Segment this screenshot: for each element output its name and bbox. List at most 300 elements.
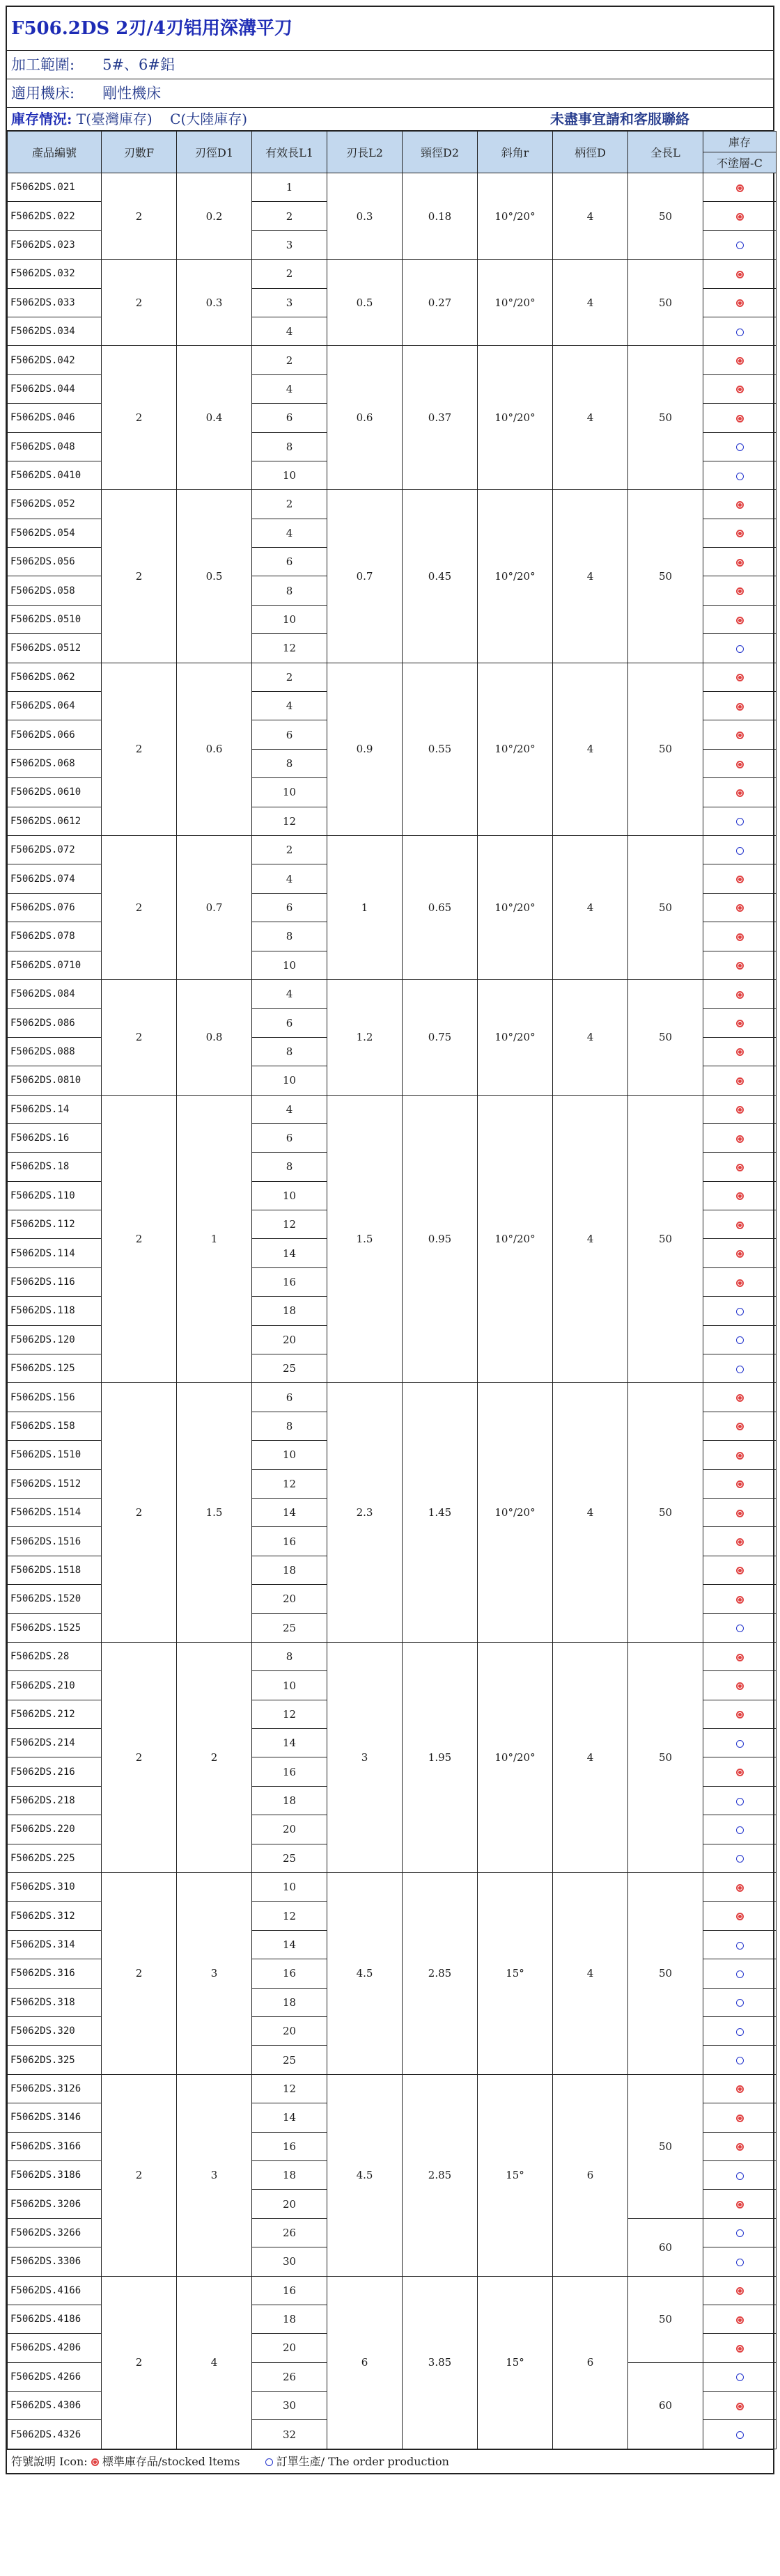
angle-value: 10°/20° <box>478 346 553 490</box>
stock-cell <box>703 749 777 777</box>
product-code: F5062DS.058 <box>8 576 102 605</box>
header-d1: 刃徑D1 <box>177 132 252 173</box>
stocked-icon <box>736 1769 744 1776</box>
l1-value: 16 <box>252 1267 327 1296</box>
order-icon <box>736 2057 744 2064</box>
l1-value: 18 <box>252 2305 327 2333</box>
product-code: F5062DS.120 <box>8 1325 102 1354</box>
stocked-icon <box>736 357 744 365</box>
icon-legend <box>7 2449 773 2473</box>
product-code: F5062DS.021 <box>8 173 102 202</box>
total-length-value: 50 <box>628 490 703 663</box>
total-length-value: 50 <box>628 2074 703 2218</box>
product-code: F5062DS.212 <box>8 1700 102 1728</box>
header-code: 產品編號 <box>8 132 102 173</box>
flutes-value: 2 <box>102 835 177 979</box>
l1-value: 16 <box>252 1757 327 1786</box>
product-code: F5062DS.0612 <box>8 807 102 835</box>
angle-value: 10°/20° <box>478 835 553 979</box>
product-code: F5062DS.314 <box>8 1930 102 1959</box>
stock-cell <box>703 461 777 489</box>
product-code: F5062DS.1514 <box>8 1498 102 1526</box>
l1-value: 2 <box>252 202 327 230</box>
stocked-icon <box>736 213 744 221</box>
legend-stocked: 標準庫存品/stocked ltems <box>102 2454 240 2468</box>
l1-value: 6 <box>252 1383 327 1412</box>
l1-value: 10 <box>252 1873 327 1902</box>
total-length-value: 50 <box>628 835 703 979</box>
order-icon <box>736 242 744 249</box>
stock-cell <box>703 1498 777 1526</box>
stocked-icon <box>736 2085 744 2093</box>
table-row <box>8 1383 777 1412</box>
stock-cell <box>703 979 777 1008</box>
stocked-icon <box>736 1394 744 1402</box>
l1-value: 16 <box>252 1959 327 1988</box>
angle-value: 10°/20° <box>478 1095 553 1383</box>
stock-cell <box>703 1095 777 1123</box>
product-code: F5062DS.220 <box>8 1815 102 1844</box>
stock-cell <box>703 548 777 576</box>
stock-cell <box>703 1873 777 1902</box>
l1-value: 14 <box>252 2103 327 2132</box>
product-code: F5062DS.068 <box>8 749 102 777</box>
stock-cell <box>703 1700 777 1728</box>
product-code: F5062DS.3166 <box>8 2132 102 2160</box>
stock-cell <box>703 1988 777 2016</box>
stock-cell <box>703 288 777 317</box>
stocked-icon <box>736 1567 744 1574</box>
l1-value: 3 <box>252 288 327 317</box>
legend-label: 符號說明 Icon: <box>11 2454 88 2468</box>
total-length-value: 50 <box>628 346 703 490</box>
product-code: F5062DS.325 <box>8 2046 102 2074</box>
stocked-icon <box>736 1452 744 1460</box>
product-code: F5062DS.046 <box>8 404 102 432</box>
order-icon <box>736 2259 744 2266</box>
stock-cell <box>703 1354 777 1383</box>
flutes-value: 2 <box>102 1383 177 1643</box>
order-icon <box>265 2458 273 2466</box>
stock-cell <box>703 1613 777 1642</box>
l2-value: 0.9 <box>327 663 403 835</box>
stocked-icon <box>736 1884 744 1892</box>
l1-value: 18 <box>252 1988 327 2016</box>
d2-value: 2.85 <box>403 2074 478 2276</box>
product-code: F5062DS.4266 <box>8 2362 102 2391</box>
l1-value: 12 <box>252 1210 327 1239</box>
stocked-icon <box>736 2143 744 2151</box>
stock-cell <box>703 1181 777 1210</box>
l2-value: 3 <box>327 1642 403 1872</box>
l2-value: 6 <box>327 2276 403 2449</box>
product-code: F5062DS.1510 <box>8 1441 102 1469</box>
stocked-icon <box>736 1596 744 1604</box>
stock-taiwan: T(臺灣庫存) <box>76 111 153 127</box>
stock-cell <box>703 1009 777 1037</box>
product-code: F5062DS.18 <box>8 1153 102 1181</box>
l1-value: 4 <box>252 317 327 345</box>
product-code: F5062DS.210 <box>8 1671 102 1700</box>
flutes-value: 2 <box>102 173 177 260</box>
d2-value: 0.95 <box>403 1095 478 1383</box>
stocked-icon <box>736 386 744 393</box>
header-flutes: 刃數F <box>102 132 177 173</box>
spec-table <box>7 131 777 2449</box>
d1-value: 0.5 <box>177 490 252 663</box>
order-icon <box>736 473 744 480</box>
product-code: F5062DS.214 <box>8 1729 102 1757</box>
d2-value: 3.85 <box>403 2276 478 2449</box>
d2-value: 0.37 <box>403 346 478 490</box>
flutes-value: 2 <box>102 1642 177 1872</box>
stock-cell <box>703 1757 777 1786</box>
flutes-value: 2 <box>102 1095 177 1383</box>
l1-value: 25 <box>252 1844 327 1872</box>
table-row <box>8 835 777 864</box>
shank-value: 4 <box>553 346 628 490</box>
l1-value: 2 <box>252 260 327 288</box>
product-code: F5062DS.110 <box>8 1181 102 1210</box>
stock-cell <box>703 1556 777 1584</box>
product-code: F5062DS.216 <box>8 1757 102 1786</box>
product-code: F5062DS.3186 <box>8 2160 102 2189</box>
stocked-icon <box>736 587 744 595</box>
stock-cell <box>703 317 777 345</box>
product-code: F5062DS.1516 <box>8 1527 102 1556</box>
l1-value: 25 <box>252 1354 327 1383</box>
stock-cell <box>703 404 777 432</box>
product-code: F5062DS.112 <box>8 1210 102 1239</box>
product-code: F5062DS.218 <box>8 1786 102 1815</box>
order-icon <box>736 1740 744 1748</box>
stock-cell <box>703 1267 777 1296</box>
stocked-icon <box>736 1538 744 1546</box>
stock-cell <box>703 1729 777 1757</box>
page-title: F506.2DS 2刃/4刃铝用深溝平刀 <box>7 7 773 51</box>
product-code: F5062DS.0810 <box>8 1066 102 1095</box>
product-code: F5062DS.158 <box>8 1412 102 1440</box>
angle-value: 10°/20° <box>478 260 553 346</box>
catalog-sheet <box>6 6 774 2474</box>
l1-value: 4 <box>252 1095 327 1123</box>
stock-cell <box>703 1527 777 1556</box>
l1-value: 26 <box>252 2218 327 2247</box>
stock-cell <box>703 1153 777 1181</box>
product-code: F5062DS.023 <box>8 230 102 259</box>
l1-value: 10 <box>252 951 327 979</box>
product-code: F5062DS.3146 <box>8 2103 102 2132</box>
order-icon <box>736 1942 744 1950</box>
product-code: F5062DS.072 <box>8 835 102 864</box>
product-code: F5062DS.0510 <box>8 605 102 633</box>
stock-cell <box>703 1066 777 1095</box>
shank-value: 4 <box>553 1095 628 1383</box>
stock-cell <box>703 2420 777 2449</box>
total-length-value: 60 <box>628 2362 703 2449</box>
stocked-icon <box>736 2316 744 2324</box>
product-code: F5062DS.034 <box>8 317 102 345</box>
product-code: F5062DS.320 <box>8 2017 102 2046</box>
d2-value: 0.18 <box>403 173 478 260</box>
stock-mainland: C(大陸庫存) <box>170 111 248 127</box>
stocked-icon <box>736 2345 744 2353</box>
d2-value: 0.55 <box>403 663 478 835</box>
stocked-icon <box>736 1682 744 1690</box>
l1-value: 4 <box>252 864 327 893</box>
stock-cell <box>703 432 777 461</box>
angle-value: 15° <box>478 2074 553 2276</box>
d1-value: 0.8 <box>177 979 252 1095</box>
stock-cell <box>703 1325 777 1354</box>
product-code: F5062DS.076 <box>8 893 102 922</box>
header-l1: 有效長L1 <box>252 132 327 173</box>
l1-value: 10 <box>252 1441 327 1469</box>
l1-value: 12 <box>252 807 327 835</box>
stocked-icon <box>736 1135 744 1143</box>
stocked-icon <box>736 1106 744 1114</box>
stocked-icon <box>736 962 744 970</box>
stock-cell <box>703 1412 777 1440</box>
l1-value: 8 <box>252 576 327 605</box>
l1-value: 8 <box>252 922 327 951</box>
stocked-icon <box>736 991 744 999</box>
d1-value: 2 <box>177 1642 252 1872</box>
stocked-icon <box>736 1423 744 1430</box>
l1-value: 26 <box>252 2362 327 2391</box>
l2-value: 1 <box>327 835 403 979</box>
stock-cell <box>703 1210 777 1239</box>
d1-value: 3 <box>177 1873 252 2075</box>
stocked-icon <box>736 1654 744 1661</box>
stock-cell <box>703 1441 777 1469</box>
d2-value: 2.85 <box>403 1873 478 2075</box>
stock-cell <box>703 2160 777 2189</box>
angle-value: 10°/20° <box>478 1383 553 1643</box>
stock-cell <box>703 1902 777 1930</box>
table-row <box>8 663 777 691</box>
info-value: 剛性機床 <box>102 85 162 102</box>
table-row <box>8 490 777 519</box>
product-code: F5062DS.064 <box>8 692 102 720</box>
stocked-icon <box>736 1077 744 1085</box>
product-code: F5062DS.042 <box>8 346 102 374</box>
header-shank: 柄徑D <box>553 132 628 173</box>
total-length-value: 50 <box>628 173 703 260</box>
l1-value: 12 <box>252 634 327 663</box>
product-code: F5062DS.084 <box>8 979 102 1008</box>
shank-value: 4 <box>553 1873 628 2075</box>
product-code: F5062DS.0610 <box>8 778 102 807</box>
product-code: F5062DS.052 <box>8 490 102 519</box>
stock-cell <box>703 519 777 547</box>
d2-value: 0.75 <box>403 979 478 1095</box>
l1-value: 18 <box>252 2160 327 2189</box>
stock-cell <box>703 835 777 864</box>
product-code: F5062DS.310 <box>8 1873 102 1902</box>
stock-cell <box>703 720 777 749</box>
order-icon <box>736 818 744 825</box>
l1-value: 25 <box>252 2046 327 2074</box>
l1-value: 10 <box>252 605 327 633</box>
product-code: F5062DS.4186 <box>8 2305 102 2333</box>
info-processing-range <box>7 51 773 79</box>
stocked-icon <box>736 1020 744 1027</box>
stocked-icon <box>736 1480 744 1488</box>
d2-value: 0.45 <box>403 490 478 663</box>
product-code: F5062DS.062 <box>8 663 102 691</box>
stock-cell <box>703 230 777 259</box>
d1-value: 1.5 <box>177 1383 252 1643</box>
l1-value: 20 <box>252 2334 327 2362</box>
stock-cell <box>703 1959 777 1988</box>
shank-value: 4 <box>553 490 628 663</box>
angle-value: 15° <box>478 1873 553 2075</box>
stock-cell <box>703 2218 777 2247</box>
product-code: F5062DS.4166 <box>8 2276 102 2305</box>
l1-value: 6 <box>252 1123 327 1152</box>
l1-value: 16 <box>252 1527 327 1556</box>
stocked-icon <box>736 1913 744 1920</box>
flutes-value: 2 <box>102 346 177 490</box>
stocked-icon <box>736 530 744 537</box>
stock-cell <box>703 893 777 922</box>
l1-value: 10 <box>252 1181 327 1210</box>
header-l2: 刃長L2 <box>327 132 403 173</box>
stock-cell <box>703 807 777 835</box>
stock-cell <box>703 2334 777 2362</box>
stock-cell <box>703 1585 777 1613</box>
stocked-icon <box>736 1250 744 1258</box>
product-code: F5062DS.033 <box>8 288 102 317</box>
table-row <box>8 260 777 288</box>
l1-value: 8 <box>252 1642 327 1670</box>
l1-value: 32 <box>252 2420 327 2449</box>
d1-value: 0.4 <box>177 346 252 490</box>
stocked-icon <box>736 2201 744 2208</box>
order-icon <box>736 2172 744 2180</box>
stock-cell <box>703 2362 777 2391</box>
l1-value: 2 <box>252 490 327 519</box>
stock-cell <box>703 2017 777 2046</box>
stocked-icon <box>736 2287 744 2295</box>
product-code: F5062DS.044 <box>8 374 102 403</box>
l1-value: 6 <box>252 893 327 922</box>
l1-value: 25 <box>252 1613 327 1642</box>
d1-value: 0.6 <box>177 663 252 835</box>
stocked-icon <box>736 2115 744 2122</box>
shank-value: 4 <box>553 260 628 346</box>
stock-cell <box>703 173 777 202</box>
stock-cell <box>703 2103 777 2132</box>
total-length-value: 60 <box>628 2218 703 2276</box>
shank-value: 4 <box>553 835 628 979</box>
l1-value: 20 <box>252 1815 327 1844</box>
header-stock-sub: 不塗層-C <box>703 152 777 173</box>
order-icon <box>736 443 744 451</box>
stocked-icon <box>736 1164 744 1171</box>
stocked-icon <box>736 1510 744 1517</box>
order-icon <box>736 1970 744 1978</box>
stock-cell <box>703 1297 777 1325</box>
total-length-value: 50 <box>628 2276 703 2362</box>
angle-value: 10°/20° <box>478 1642 553 1872</box>
stock-cell <box>703 663 777 691</box>
l2-value: 0.3 <box>327 173 403 260</box>
angle-value: 15° <box>478 2276 553 2449</box>
product-code: F5062DS.0410 <box>8 461 102 489</box>
l2-value: 2.3 <box>327 1383 403 1643</box>
stocked-icon <box>736 761 744 768</box>
d2-value: 0.65 <box>403 835 478 979</box>
product-code: F5062DS.318 <box>8 1988 102 2016</box>
l1-value: 30 <box>252 2392 327 2420</box>
stocked-icon <box>91 2458 99 2466</box>
stock-cell <box>703 1844 777 1872</box>
stocked-icon <box>736 789 744 797</box>
stock-cell <box>703 1642 777 1670</box>
product-code: F5062DS.048 <box>8 432 102 461</box>
spec-table-body <box>8 173 777 2449</box>
stock-cell <box>703 1671 777 1700</box>
l1-value: 30 <box>252 2247 327 2276</box>
l1-value: 20 <box>252 1585 327 1613</box>
l2-value: 0.6 <box>327 346 403 490</box>
l1-value: 2 <box>252 835 327 864</box>
stock-cell <box>703 202 777 230</box>
l1-value: 12 <box>252 1700 327 1728</box>
stock-label: 庫存情況: <box>11 111 72 127</box>
product-code: F5062DS.14 <box>8 1095 102 1123</box>
l2-value: 0.7 <box>327 490 403 663</box>
angle-value: 10°/20° <box>478 173 553 260</box>
product-code: F5062DS.4326 <box>8 2420 102 2449</box>
stock-status-line <box>7 108 773 131</box>
total-length-value: 50 <box>628 1095 703 1383</box>
order-icon <box>736 2373 744 2381</box>
order-icon <box>736 1798 744 1805</box>
table-row <box>8 1873 777 1902</box>
order-icon <box>736 329 744 336</box>
stock-cell <box>703 1037 777 1066</box>
l2-value: 4.5 <box>327 2074 403 2276</box>
product-code: F5062DS.114 <box>8 1239 102 1267</box>
shank-value: 4 <box>553 663 628 835</box>
stocked-icon <box>736 703 744 711</box>
order-icon <box>736 1366 744 1373</box>
stocked-icon <box>736 559 744 567</box>
l1-value: 10 <box>252 778 327 807</box>
info-label: 適用機床: <box>11 85 75 102</box>
stock-cell <box>703 374 777 403</box>
product-code: F5062DS.022 <box>8 202 102 230</box>
l1-value: 16 <box>252 2132 327 2160</box>
stock-cell <box>703 2392 777 2420</box>
flutes-value: 2 <box>102 260 177 346</box>
l1-value: 1 <box>252 173 327 202</box>
stock-cell <box>703 692 777 720</box>
l1-value: 6 <box>252 404 327 432</box>
shank-value: 6 <box>553 2276 628 2449</box>
info-value: 5#、6#鋁 <box>102 56 175 73</box>
product-code: F5062DS.056 <box>8 548 102 576</box>
stocked-icon <box>736 299 744 307</box>
l1-value: 12 <box>252 2074 327 2103</box>
stock-cell <box>703 1815 777 1844</box>
product-code: F5062DS.032 <box>8 260 102 288</box>
order-icon <box>736 1625 744 1632</box>
stock-cell <box>703 1123 777 1152</box>
